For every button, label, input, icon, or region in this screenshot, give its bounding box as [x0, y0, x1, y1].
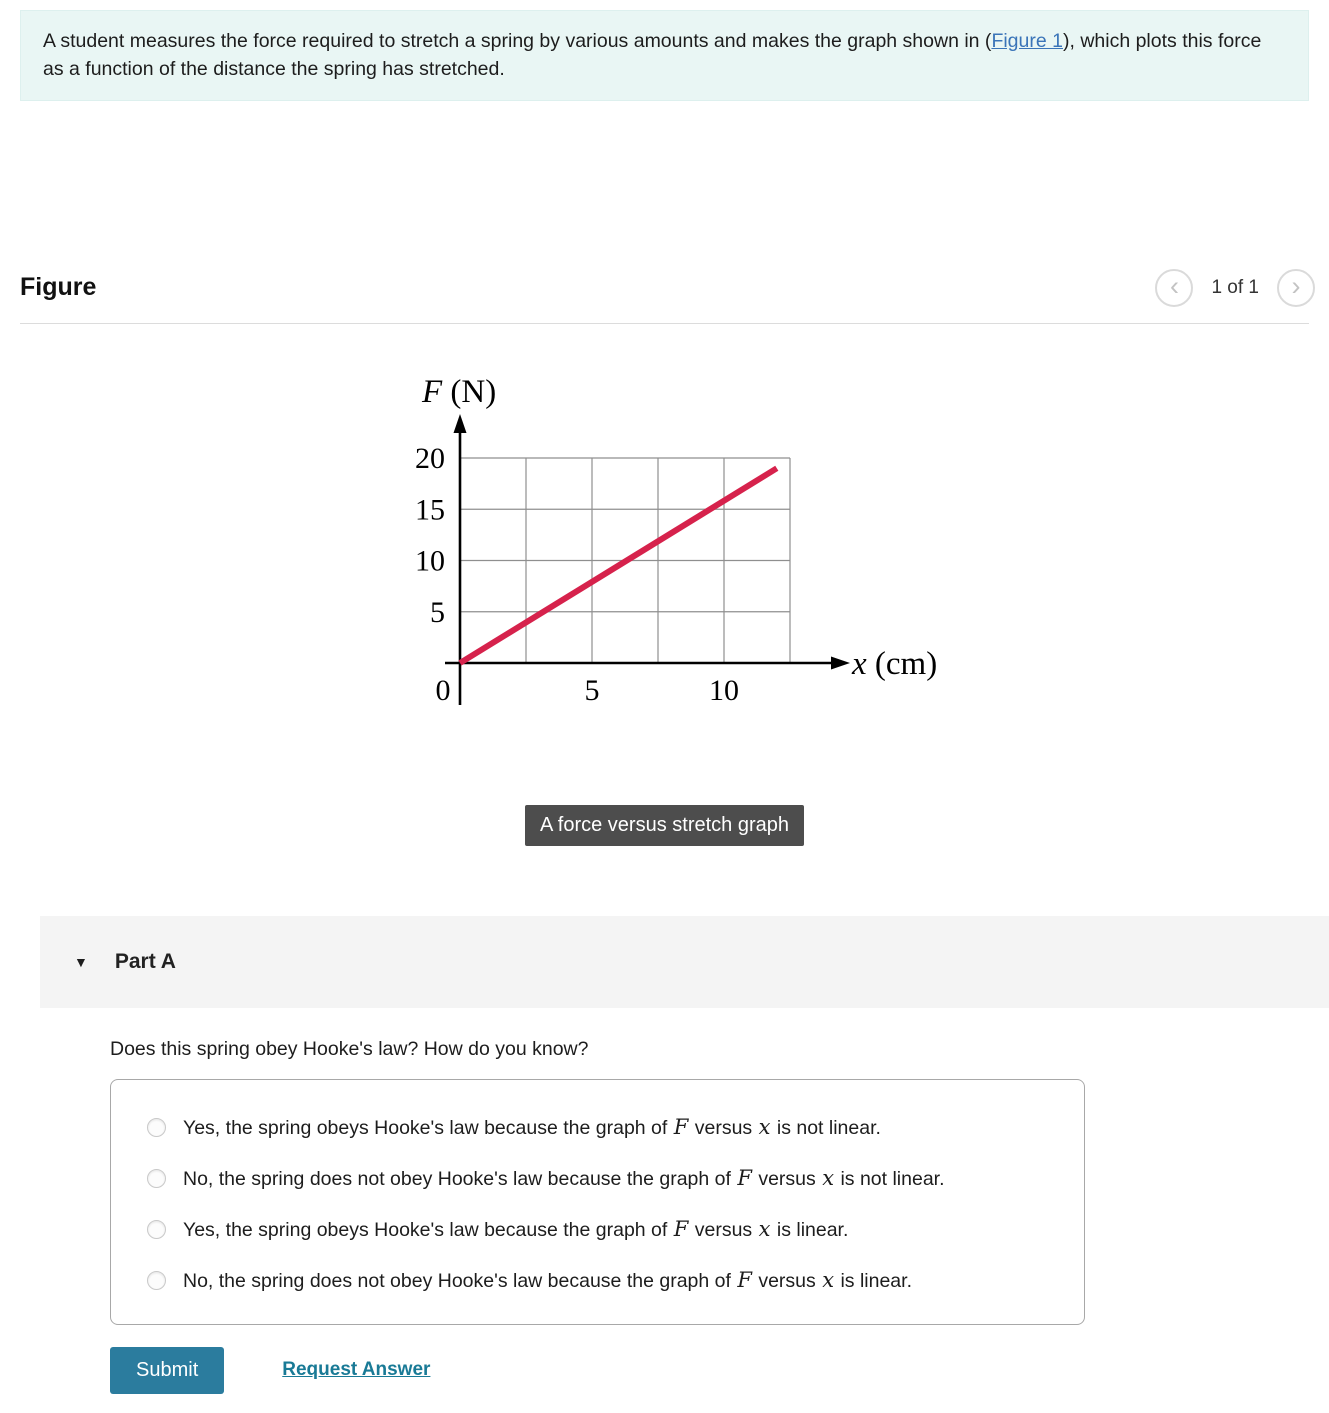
- math-F-symbol: F: [673, 1114, 689, 1139]
- x-axis-label: x (cm): [851, 645, 937, 682]
- intro-text-after: ), which plots this force as a function of the distance the spring has stretched.: [43, 30, 1262, 81]
- collapse-triangle-icon[interactable]: ▼: [74, 953, 88, 970]
- figure-caption: A force versus stretch graph: [525, 805, 804, 846]
- actions-row: [110, 1347, 1329, 1394]
- option-4-label: [183, 1268, 912, 1293]
- radio-button-option-3[interactable]: [147, 1220, 166, 1239]
- answer-option-1[interactable]: [147, 1102, 1064, 1153]
- part-a-question: Does this spring obey Hooke's law? How do you know?: [110, 1037, 589, 1060]
- y-tick-label: 10: [414, 544, 445, 578]
- problem-page: [0, 10, 1329, 1394]
- option-text-segment: is not linear.: [835, 1167, 945, 1190]
- figure-1-link[interactable]: Figure 1: [991, 30, 1063, 52]
- option-text-segment: is linear.: [835, 1269, 912, 1292]
- figure-heading: Figure: [20, 273, 97, 302]
- y-tick-label: 15: [414, 492, 445, 526]
- problem-intro: [20, 10, 1309, 101]
- x-tick-label: 10: [708, 673, 739, 707]
- figure-page-indicator: 1 of 1: [1211, 276, 1259, 298]
- origin-tick-label: 0: [435, 673, 450, 707]
- part-a-header[interactable]: [40, 916, 1329, 1008]
- y-axis-label: F (N): [421, 373, 496, 410]
- chevron-left-icon: ‹: [1169, 270, 1179, 301]
- submit-button[interactable]: Submit: [110, 1347, 224, 1394]
- y-tick-label: 20: [414, 441, 445, 475]
- option-text-segment: No, the spring does not obey Hooke's law because the graph of: [183, 1269, 737, 1292]
- figure-divider: [20, 323, 1309, 324]
- answer-option-2[interactable]: [147, 1153, 1064, 1204]
- force-stretch-chart: [385, 358, 945, 750]
- y-tick-label: 5: [429, 595, 445, 629]
- option-text-segment: Yes, the spring obeys Hooke's law because the graph of: [183, 1116, 673, 1139]
- figure-next-button[interactable]: [1277, 269, 1315, 307]
- figure-area: [0, 358, 1329, 846]
- figure-pager: [1155, 269, 1315, 307]
- option-text-segment: is not linear.: [771, 1116, 881, 1139]
- radio-button-option-4[interactable]: [147, 1271, 166, 1290]
- intro-text-before: A student measures the force required to stretch a spring by various amounts and makes the graph shown in (: [43, 30, 992, 52]
- option-1-label: [183, 1115, 881, 1140]
- option-text-segment: is linear.: [771, 1218, 849, 1241]
- answer-option-3[interactable]: [147, 1204, 1064, 1255]
- math-F-symbol: F: [737, 1165, 752, 1190]
- force-line: [460, 468, 777, 663]
- math-F-symbol: F: [673, 1216, 689, 1241]
- option-2-label: [183, 1166, 945, 1191]
- math-x-symbol: x: [758, 1114, 771, 1139]
- request-answer-link[interactable]: Request Answer: [282, 1359, 431, 1381]
- radio-button-option-2[interactable]: [147, 1169, 166, 1188]
- x-axis-arrow-icon: [831, 656, 850, 669]
- chevron-right-icon: ›: [1291, 270, 1301, 301]
- figure-header: [20, 269, 1315, 307]
- option-text-segment: versus: [689, 1116, 758, 1139]
- x-tick-label: 5: [584, 673, 599, 707]
- math-x-symbol: x: [758, 1216, 771, 1241]
- radio-button-option-1[interactable]: [147, 1118, 166, 1137]
- option-text-segment: No, the spring does not obey Hooke's law because the graph of: [183, 1167, 737, 1190]
- answer-options-group: [110, 1079, 1085, 1325]
- option-3-label: [183, 1217, 848, 1242]
- part-a-title: Part A: [114, 949, 176, 973]
- option-text-segment: versus: [752, 1269, 822, 1292]
- answer-option-4[interactable]: [147, 1255, 1064, 1306]
- option-text-segment: Yes, the spring obeys Hooke's law because the graph of: [183, 1218, 673, 1241]
- y-axis-arrow-icon: [453, 414, 466, 433]
- math-x-symbol: x: [822, 1165, 835, 1190]
- option-text-segment: versus: [689, 1218, 758, 1241]
- math-x-symbol: x: [822, 1267, 835, 1292]
- math-F-symbol: F: [737, 1267, 752, 1292]
- figure-prev-button[interactable]: [1155, 269, 1193, 307]
- option-text-segment: versus: [752, 1167, 822, 1190]
